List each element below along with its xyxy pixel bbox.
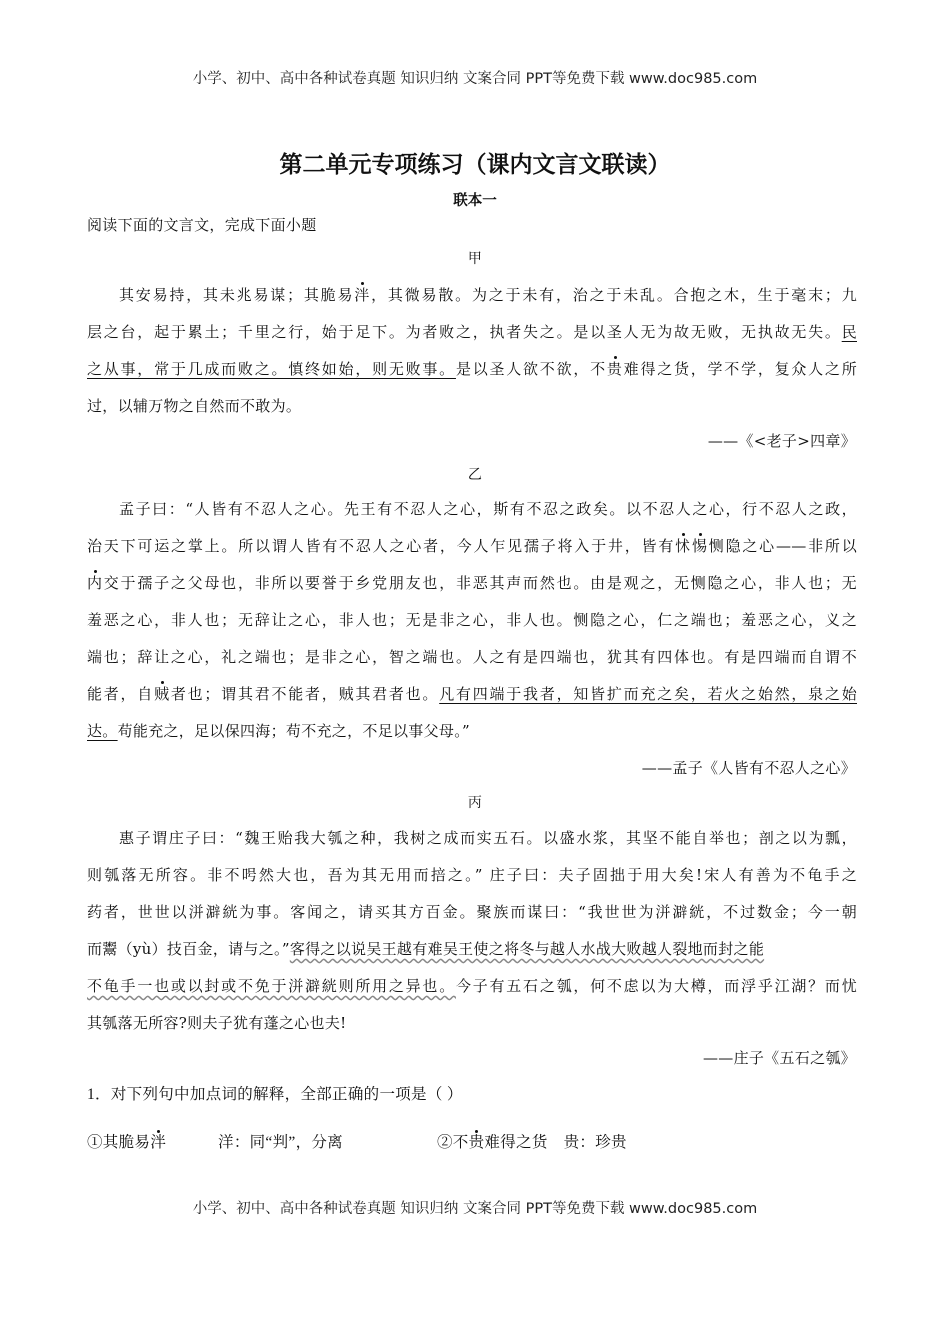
passage-b-source: ——孟子《人皆有不忍人之心》	[641, 759, 856, 777]
page-header: 小学、初中、高中各种试卷真题 知识归纳 文案合同 PPT等免费下载 www.doc985.com	[192, 71, 758, 87]
passage-c-line-1: 惠子谓庄子曰：“魏王贻我大瓠之种，我树之成而实五石。以盛水浆，其坚不能自举也；剖之以为瓢，	[119, 829, 857, 847]
passage-b-line-3: 内交于孺子之父母也，非所以要誉于乡党朋友也，非恶其声而然也。由是观之，无恻隐之心，非人也；无	[87, 574, 857, 592]
underlined-text: 之从事，常于几成而败之。慎终如始，则无败事。	[87, 360, 456, 378]
passage-c-line-6: 其瓠落无所容?则夫子犹有蓬之心也夫!	[87, 1014, 347, 1032]
passage-b-line-7: 达。苟能充之，足以保四海；苟不充之，不足以事父母。”	[87, 722, 470, 740]
passage-c-line-5: 不龟手一也或以封或不免于洴澼絖则所用之异也。今子有五石之瓠，何不虑以为大樽，而浮乎江湖？而忧	[87, 977, 858, 995]
instruction: 阅读下面的文言文，完成下面小题	[87, 216, 317, 234]
passage-c-line-4: 而鬻（yù）技百金，请与之。”客得之以说吴王越有难吴王使之将冬与越人水战大败越人裂地而封之能	[87, 940, 765, 958]
passage-b-line-6: 能者，自贼者也；谓其君不能者，贼其君者也。凡有四端于我者，知皆扩而充之矣，若火之始然，泉之始	[87, 685, 857, 703]
passage-a-line-1: 其安易持，其未兆易谋；其脆易泮，其微易散。为之于未有，治之于未乱。合抱之木，生于毫末；九	[119, 286, 857, 304]
emphasis-dot-char: 贵	[606, 360, 624, 378]
passage-a-line-3: 之从事，常于几成而败之。慎终如始，则无败事。是以圣人欲不欲，不贵难得之货，学不学，复众人之所	[87, 360, 857, 378]
emphasis-dot-char: 怵	[675, 537, 692, 555]
passage-c-line-2: 则瓠落无所容。非不呺然大也，吾为其无用而掊之。” 庄子曰：夫子固拙于用大矣!宋人有善为不龟手之	[87, 866, 857, 884]
underlined-text: 凡有四端于我者，知皆扩而充之矣，若火之始然，泉之始	[439, 685, 857, 703]
passage-b-line-1: 孟子曰：“人皆有不忍人之心。先王有不忍人之心，斯有不忍之政矣。以不忍人之心，行不忍人之政，	[119, 500, 857, 518]
wavy-underlined-text: 客得之以说吴王越有难吴王使之将冬与越人水战大败越人裂地而封之能	[289, 940, 765, 958]
question-1-option-2: ②不贵难得之货 贵：珍贵	[437, 1134, 627, 1151]
passage-c-source: ——庄子《五石之瓠》	[702, 1049, 856, 1067]
passage-b-line-2: 治天下可运之掌上。所以谓人皆有不忍人之心者，今人乍见孺子将入于井，皆有怵惕恻隐之心——非所以	[87, 537, 857, 555]
emphasis-dot-char: 内	[87, 574, 104, 592]
passage-a-label: 甲	[467, 251, 483, 267]
passage-c-label: 丙	[467, 795, 483, 811]
question-1-option-1: ①其脆易泮 洋：同“判”，分离	[87, 1134, 343, 1151]
passage-a-source: ——《<老子>四章》	[707, 432, 856, 450]
underlined-text: 民	[841, 323, 857, 341]
passage-a-line-4: 过，以辅万物之自然而不敢为。	[87, 397, 302, 415]
page-subtitle: 联本一	[453, 193, 497, 209]
emphasis-dot-char: 泮	[354, 286, 372, 304]
emphasis-dot-char: 贼	[154, 685, 171, 703]
emphasis-dot-char: 贵	[468, 1134, 485, 1151]
underlined-text: 达。	[87, 722, 118, 740]
page-footer: 小学、初中、高中各种试卷真题 知识归纳 文案合同 PPT等免费下载 www.doc985.com	[192, 1201, 758, 1217]
passage-c-line-3: 药者，世世以洴澼絖为事。客闻之，请买其方百金。聚族而谋曰：“我世世为洴澼絖，不过数金；今一朝	[87, 903, 857, 921]
passage-b-line-5: 端也；辞让之心，礼之端也；是非之心，智之端也。人之有是四端也，犹其有四体也。有是四端而自谓不	[87, 648, 857, 666]
wavy-underlined-text: 不龟手一也或以封或不免于洴澼絖则所用之异也。	[87, 977, 456, 995]
emphasis-dot-char: 惕	[691, 537, 709, 555]
emphasis-dot-char: 泮	[150, 1134, 167, 1151]
question-1-stem: 1．对下列句中加点词的解释，全部正确的一项是（ ）	[87, 1086, 463, 1103]
passage-b-label: 乙	[467, 467, 483, 483]
passage-a-line-2: 层之台，起于累土；千里之行，始于足下。为者败之，执者失之。是以圣人无为故无败，无执故无失。民	[87, 323, 857, 341]
page-title: 第二单元专项练习（课内文言文联读）	[279, 152, 671, 178]
passage-b-line-4: 羞恶之心，非人也；无辞让之心，非人也；无是非之心，非人也。恻隐之心，仁之端也；羞恶之心，义之	[87, 611, 857, 629]
